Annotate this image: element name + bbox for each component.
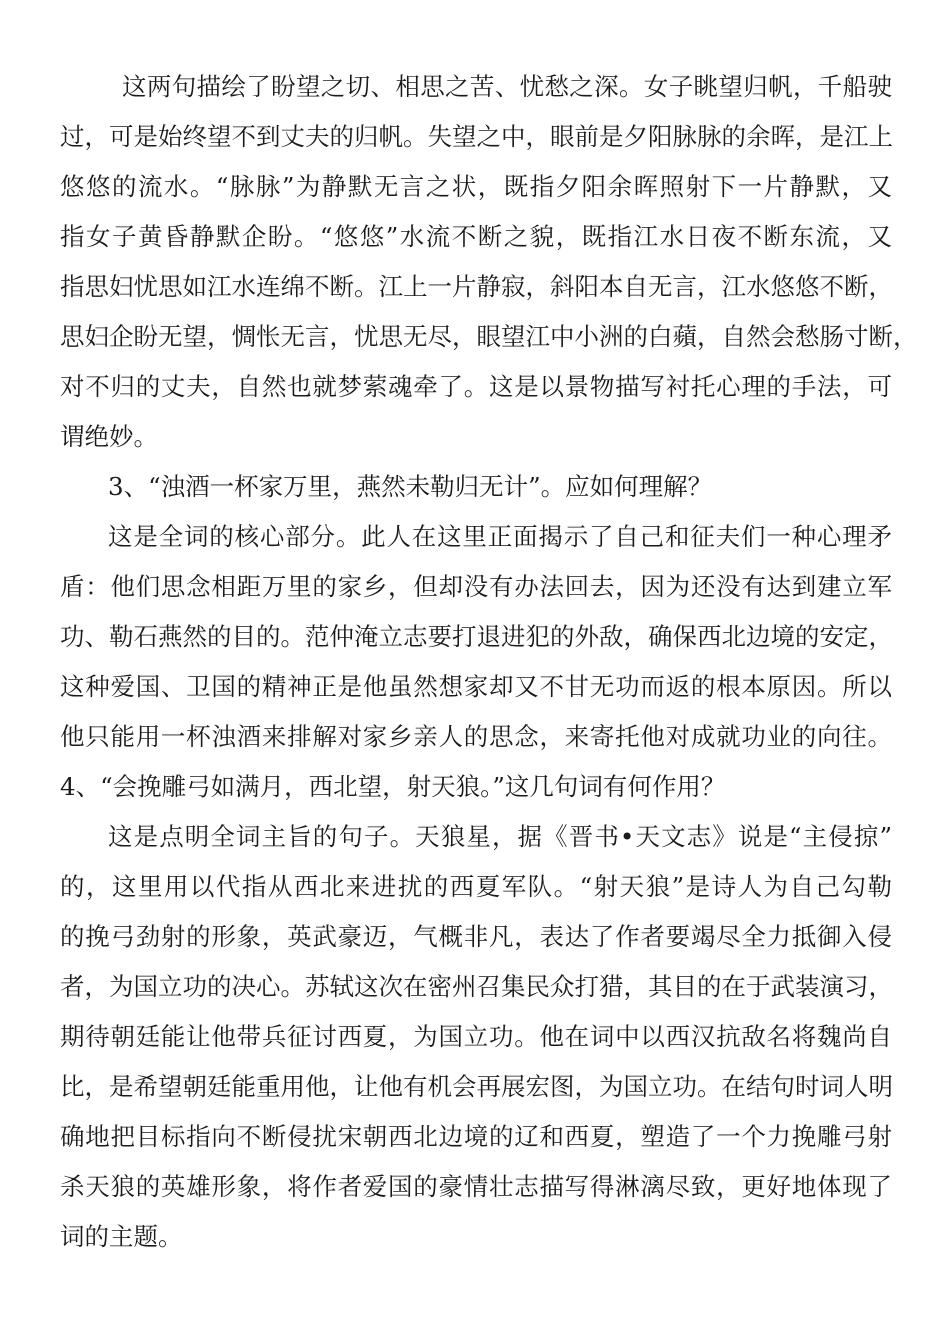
paragraph-line: 指女子黄昏静默企盼。“悠悠”水流不断之貌，既指江水日夜不断东流，又 bbox=[60, 222, 892, 251]
question-heading-3: 3、“浊酒一杯家万里，燕然未勒归无计”。应如何理解？ bbox=[108, 472, 713, 501]
paragraph-line: 悠悠的流水。“脉脉”为静默无言之状，既指夕阳余晖照射下一片静默，又 bbox=[60, 172, 892, 201]
paragraph-line: 过，可是始终望不到丈夫的归帆。失望之中，眼前是夕阳脉脉的余晖，是江上 bbox=[60, 122, 893, 151]
paragraph-line: 这两句描绘了盼望之切、相思之苦、忧愁之深。女子眺望归帆，千船驶 bbox=[122, 72, 892, 101]
paragraph-line: 功、勒石燕然的目的。范仲淹立志要打退进犯的外敌，确保西北边境的安定， bbox=[60, 622, 893, 651]
paragraph-line: 谓绝妙。 bbox=[60, 422, 158, 451]
paragraph-line: 他只能用一杯浊酒来排解对家乡亲人的思念，来寄托他对成就功业的向往。 bbox=[60, 722, 892, 751]
paragraph-line: 这是全词的核心部分。此人在这里正面揭示了自己和征夫们一种心理矛 bbox=[108, 522, 892, 551]
paragraph-line: 者，为国立功的决心。苏轼这次在密州召集民众打猎，其目的在于武装演习， bbox=[60, 972, 893, 1001]
question-heading-4: 4、“会挽雕弓如满月，西北望，射天狼。”这几句词有何作用？ bbox=[60, 772, 726, 801]
paragraph-line: 这是点明全词主旨的句子。天狼星，据《晋书•天文志》说是“主侵掠” bbox=[108, 822, 892, 851]
paragraph-line: 词的主题。 bbox=[60, 1222, 183, 1251]
paragraph-line: 确地把目标指向不断侵扰宋朝西北边境的辽和西夏，塑造了一个力挽雕弓射 bbox=[60, 1122, 892, 1151]
paragraph-line: 的，这里用以代指从西北来进扰的西夏军队。“射天狼”是诗人为自己勾勒 bbox=[60, 872, 892, 901]
paragraph-line: 对不归的丈夫，自然也就梦萦魂牵了。这是以景物描写衬托心理的手法，可 bbox=[60, 372, 892, 401]
paragraph-line: 杀天狼的英雄形象，将作者爱国的豪情壮志描写得淋漓尽致，更好地体现了 bbox=[60, 1172, 892, 1201]
paragraph-line: 这种爱国、卫国的精神正是他虽然想家却又不甘无功而返的根本原因。所以 bbox=[60, 672, 892, 701]
paragraph-line: 指思妇忧思如江水连绵不断。江上一片静寂，斜阳本自无言，江水悠悠不断， bbox=[60, 272, 893, 301]
paragraph-line: 的挽弓劲射的形象，英武豪迈，气概非凡，表达了作者要竭尽全力抵御入侵 bbox=[60, 922, 892, 951]
paragraph-line: 期待朝廷能让他带兵征讨西夏，为国立功。他在词中以西汉抗敌名将魏尚自 bbox=[60, 1022, 892, 1051]
paragraph-line: 比，是希望朝廷能重用他，让他有机会再展宏图，为国立功。在结句时词人明 bbox=[60, 1072, 893, 1101]
paragraph-line: 盾：他们思念相距万里的家乡，但却没有办法回去，因为还没有达到建立军 bbox=[60, 572, 892, 601]
paragraph-line: 思妇企盼无望，惆怅无言，忧思无尽，眼望江中小洲的白蘋，自然会愁肠寸断， bbox=[60, 322, 918, 351]
